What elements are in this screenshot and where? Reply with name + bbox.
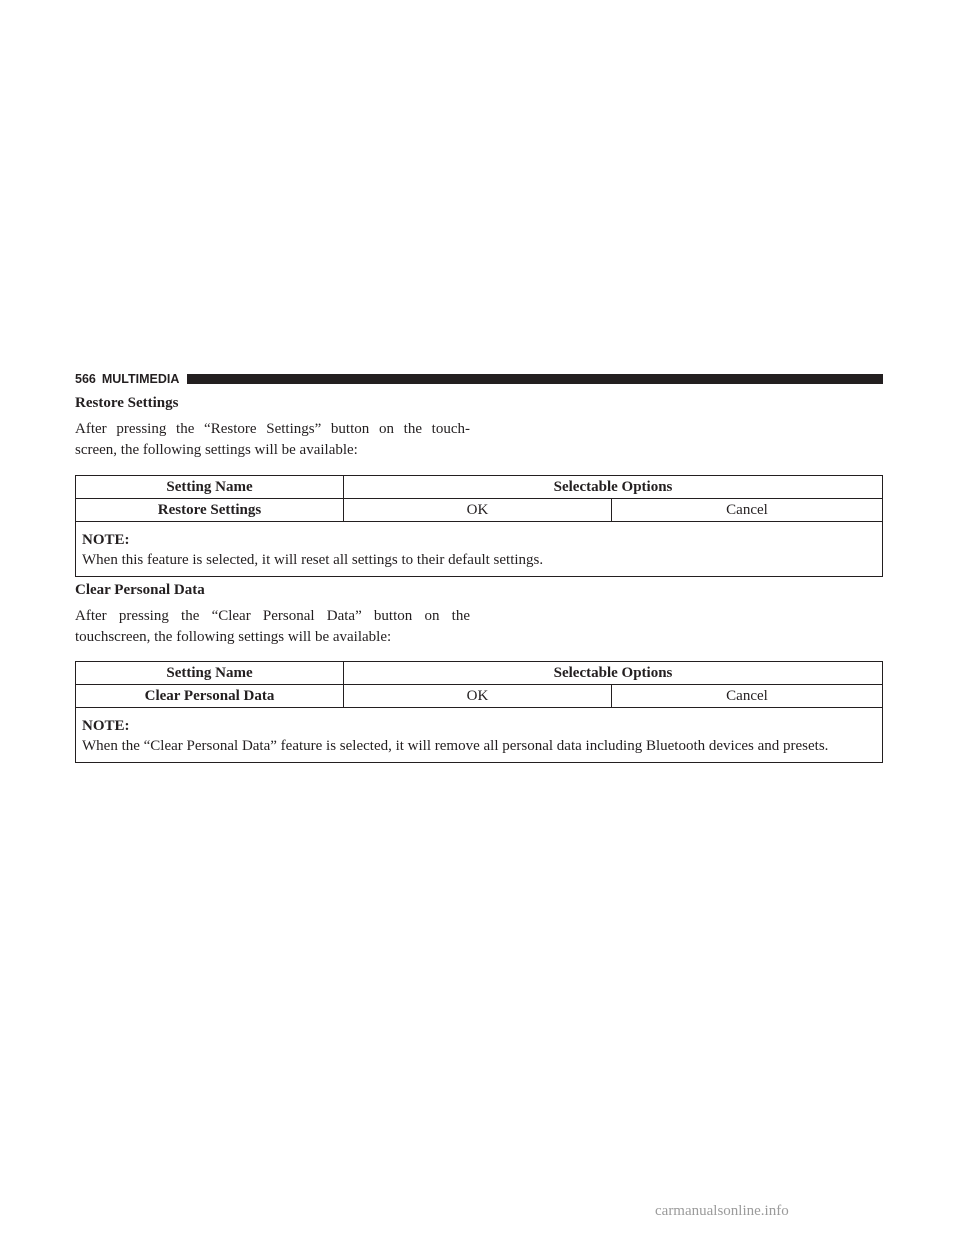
- table-header-row: [76, 476, 883, 499]
- column-header-selectable-options: Selectable Options: [344, 662, 883, 685]
- intro-line: After pressing the “Clear Personal Data” button on the: [75, 608, 470, 624]
- note-label: NOTE:: [82, 532, 130, 548]
- section-intro-restore-settings: [75, 419, 470, 461]
- option-cell-cancel: Cancel: [612, 685, 883, 708]
- note-cell: [76, 522, 883, 577]
- note-text: When the “Clear Personal Data” feature is selected, it will remove all personal data including Bluetooth devices and presets.: [82, 738, 829, 754]
- section-heading-restore-settings: Restore Settings: [75, 395, 179, 411]
- note-text: When this feature is selected, it will reset all settings to their default settings.: [82, 552, 544, 568]
- note-label: NOTE:: [82, 718, 130, 734]
- section-intro-clear-personal-data: [75, 606, 470, 648]
- page-number: 566: [75, 372, 96, 386]
- intro-line: screen, the following settings will be available:: [75, 442, 358, 458]
- column-header-setting-name: Setting Name: [76, 662, 344, 685]
- settings-table-clear-personal-data: [75, 661, 883, 763]
- header-rule: [187, 374, 883, 384]
- table-row: [76, 499, 883, 522]
- intro-line: touchscreen, the following settings will be available:: [75, 629, 392, 645]
- column-header-setting-name: Setting Name: [76, 476, 344, 499]
- page-header: [75, 371, 883, 387]
- note-row: [76, 708, 883, 763]
- setting-name-cell: Restore Settings: [76, 499, 344, 522]
- option-cell-cancel: Cancel: [612, 499, 883, 522]
- section-heading-clear-personal-data: Clear Personal Data: [75, 582, 205, 598]
- setting-name-cell: Clear Personal Data: [76, 685, 344, 708]
- note-row: [76, 522, 883, 577]
- table-row: [76, 685, 883, 708]
- table-header-row: [76, 662, 883, 685]
- option-cell-ok: OK: [344, 685, 612, 708]
- watermark-text: carmanualsonline.info: [655, 1203, 789, 1219]
- column-header-selectable-options: Selectable Options: [344, 476, 883, 499]
- option-cell-ok: OK: [344, 499, 612, 522]
- section-title: MULTIMEDIA: [101, 372, 180, 386]
- note-cell: [76, 708, 883, 763]
- settings-table-restore: [75, 475, 883, 577]
- intro-line: After pressing the “Restore Settings” button on the touch-: [75, 421, 470, 437]
